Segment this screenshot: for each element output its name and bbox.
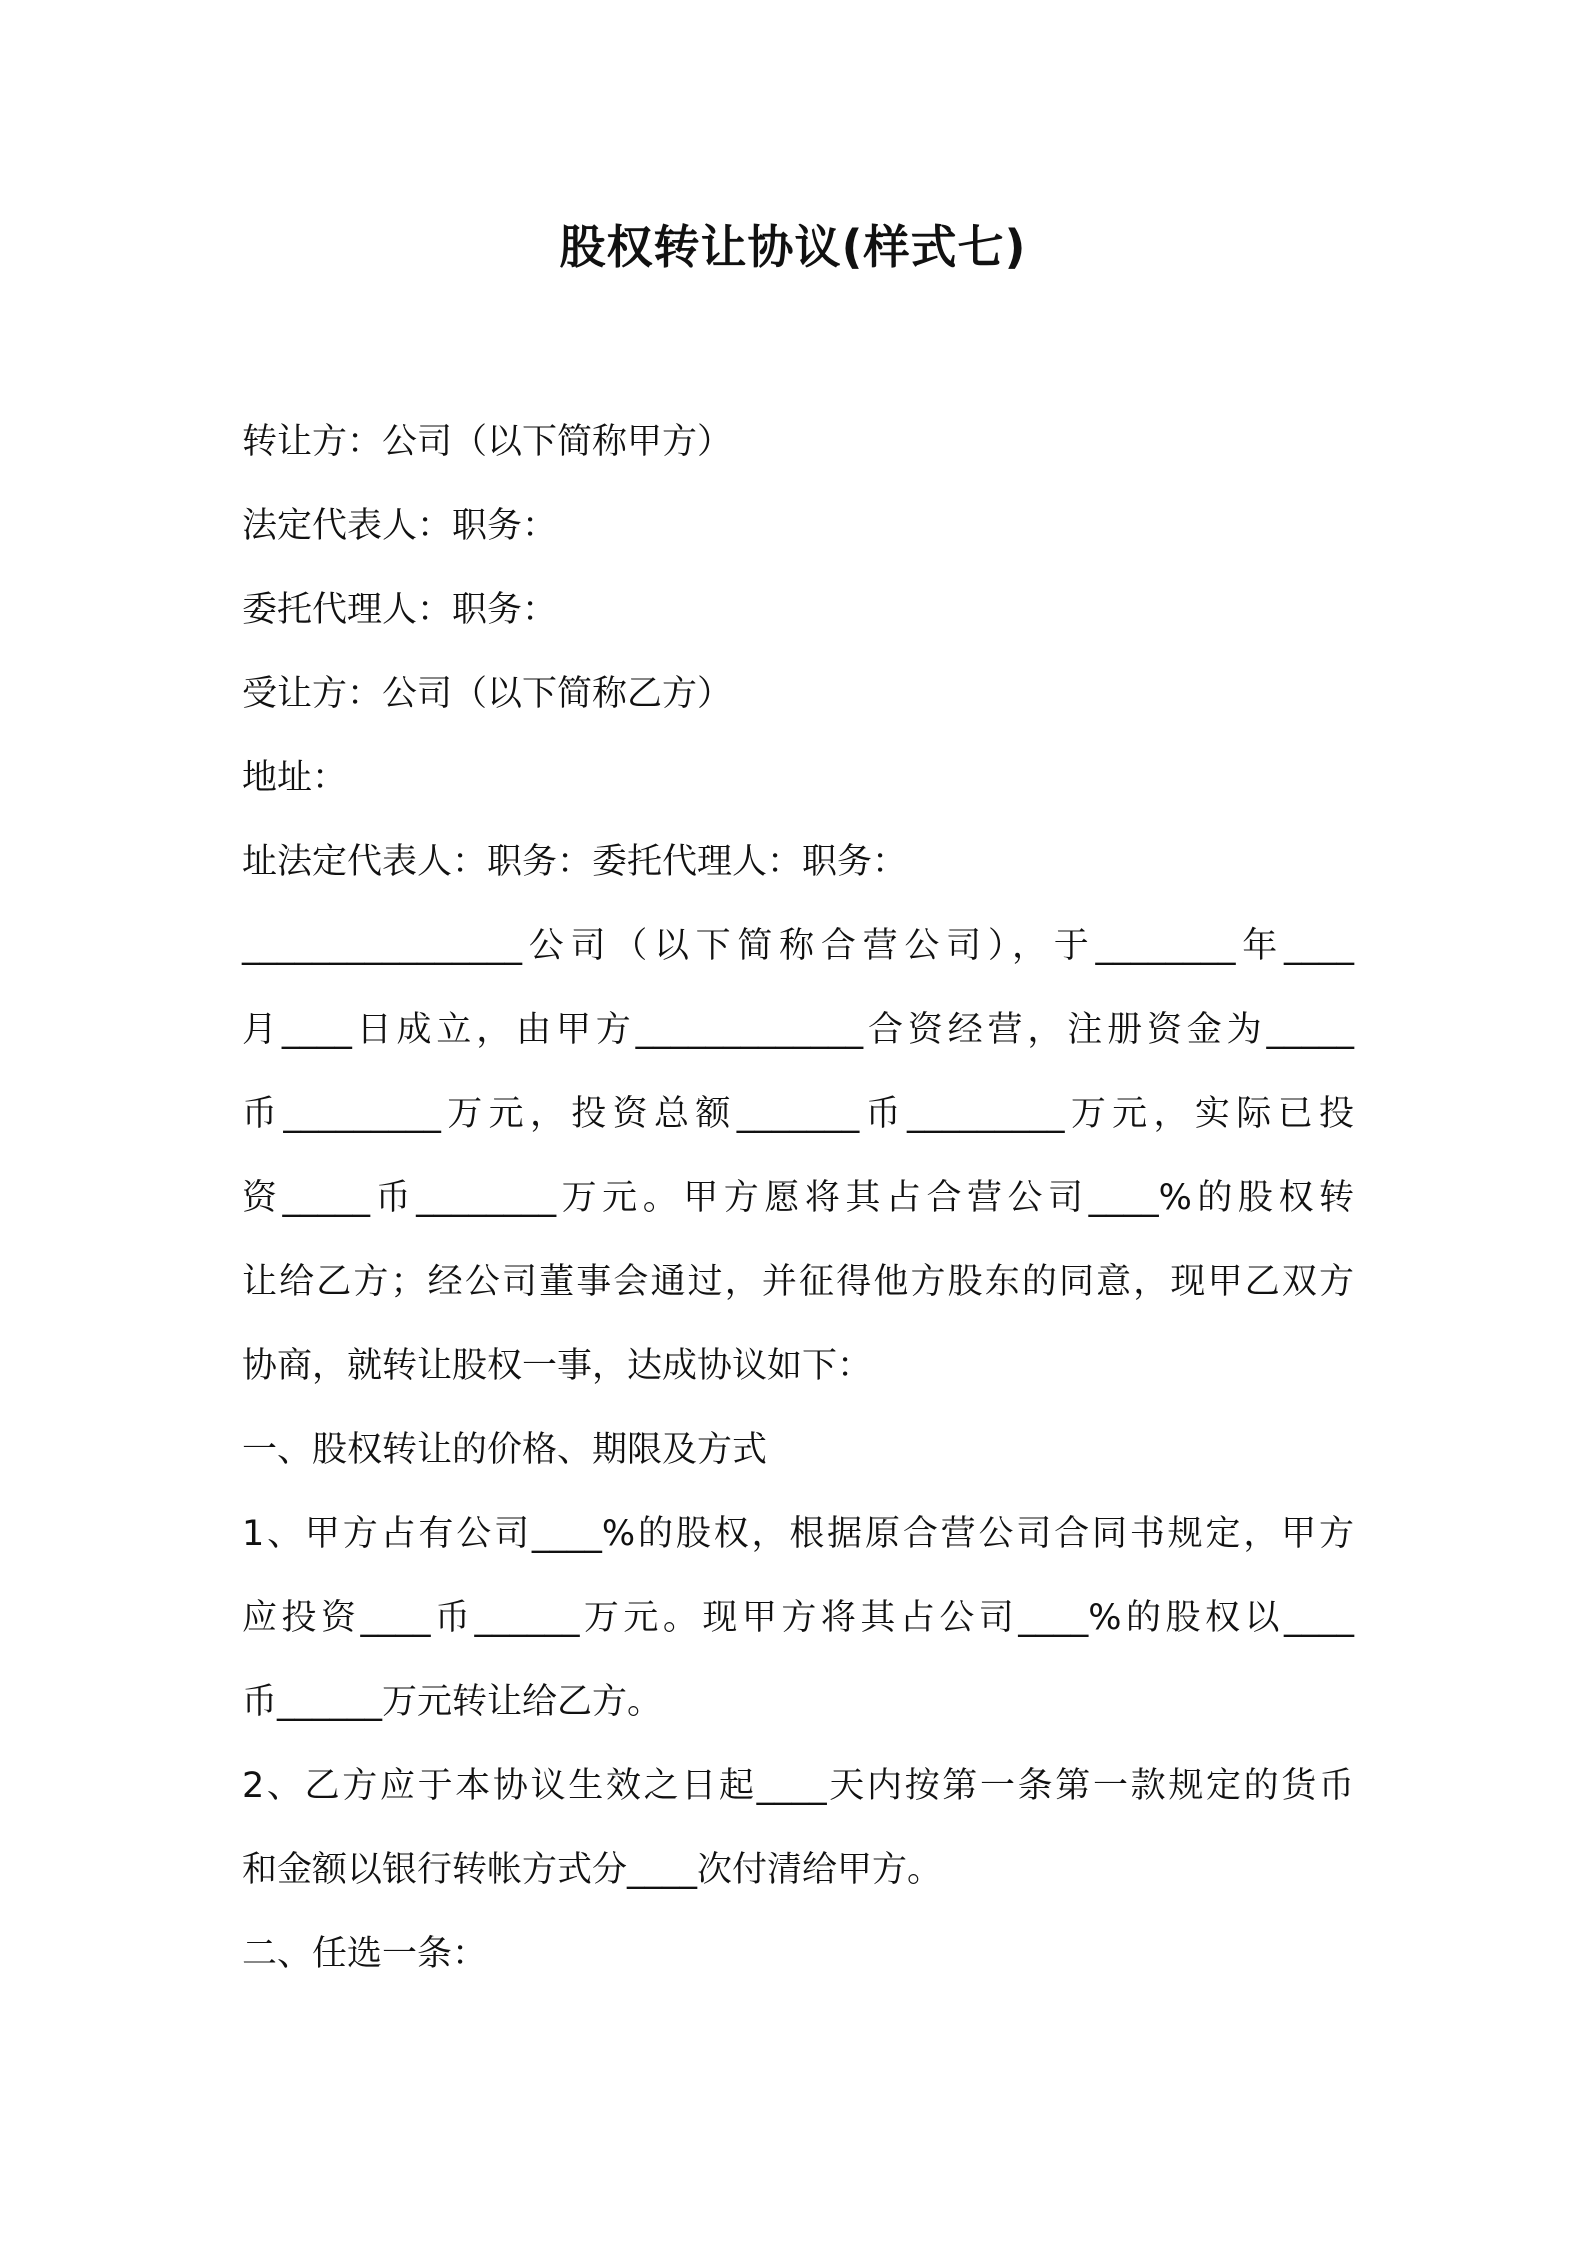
preamble-line-6: 协商，就转让股权一事，达成协议如下： [242, 1346, 873, 1386]
section-one-heading: 一、股权转让的价格、期限及方式 [242, 1430, 768, 1470]
preamble-line-1: ________________公司（以下简称合营公司），于________年____ [242, 926, 1354, 966]
preamble-line-5: 让给乙方；经公司董事会通过，并征得他方股东的同意，现甲乙双方 [242, 1262, 1354, 1302]
legal-representative-line: 法定代表人：职务： [242, 506, 558, 546]
transferee-line: 受让方：公司（以下简称乙方） [242, 674, 733, 714]
document-body [242, 400, 1354, 1996]
address-line: 地址： [242, 758, 348, 798]
clause-1-line-2: 应投资____币______万元。现甲方将其占公司____%的股权以____ [242, 1598, 1354, 1638]
clause-1-line-1: 1、甲方占有公司____%的股权，根据原合营公司合同书规定，甲方 [242, 1514, 1354, 1554]
transferor-line: 转让方：公司（以下简称甲方） [242, 422, 733, 462]
clause-1-line-3: 币______万元转让给乙方。 [242, 1682, 663, 1722]
transferee-representative-line: 址法定代表人：职务：委托代理人：职务： [242, 842, 908, 882]
preamble-line-3: 币_________万元，投资总额_______币_________万元，实际已投 [242, 1094, 1354, 1134]
preamble-line-4: 资_____币________万元。甲方愿将其占合营公司____%的股权转 [242, 1178, 1354, 1218]
document-title: 股权转让协议(样式七) [559, 220, 1027, 274]
clause-2-line-1: 2、乙方应于本协议生效之日起____天内按第一条第一款规定的货币 [242, 1766, 1354, 1806]
preamble-line-2: 月____日成立，由甲方_____________合资经营，注册资金为_____ [242, 1010, 1354, 1050]
authorized-agent-line: 委托代理人：职务： [242, 590, 558, 630]
clause-2-line-2: 和金额以银行转帐方式分____次付清给甲方。 [242, 1850, 943, 1890]
section-two-heading: 二、任选一条： [242, 1934, 488, 1974]
